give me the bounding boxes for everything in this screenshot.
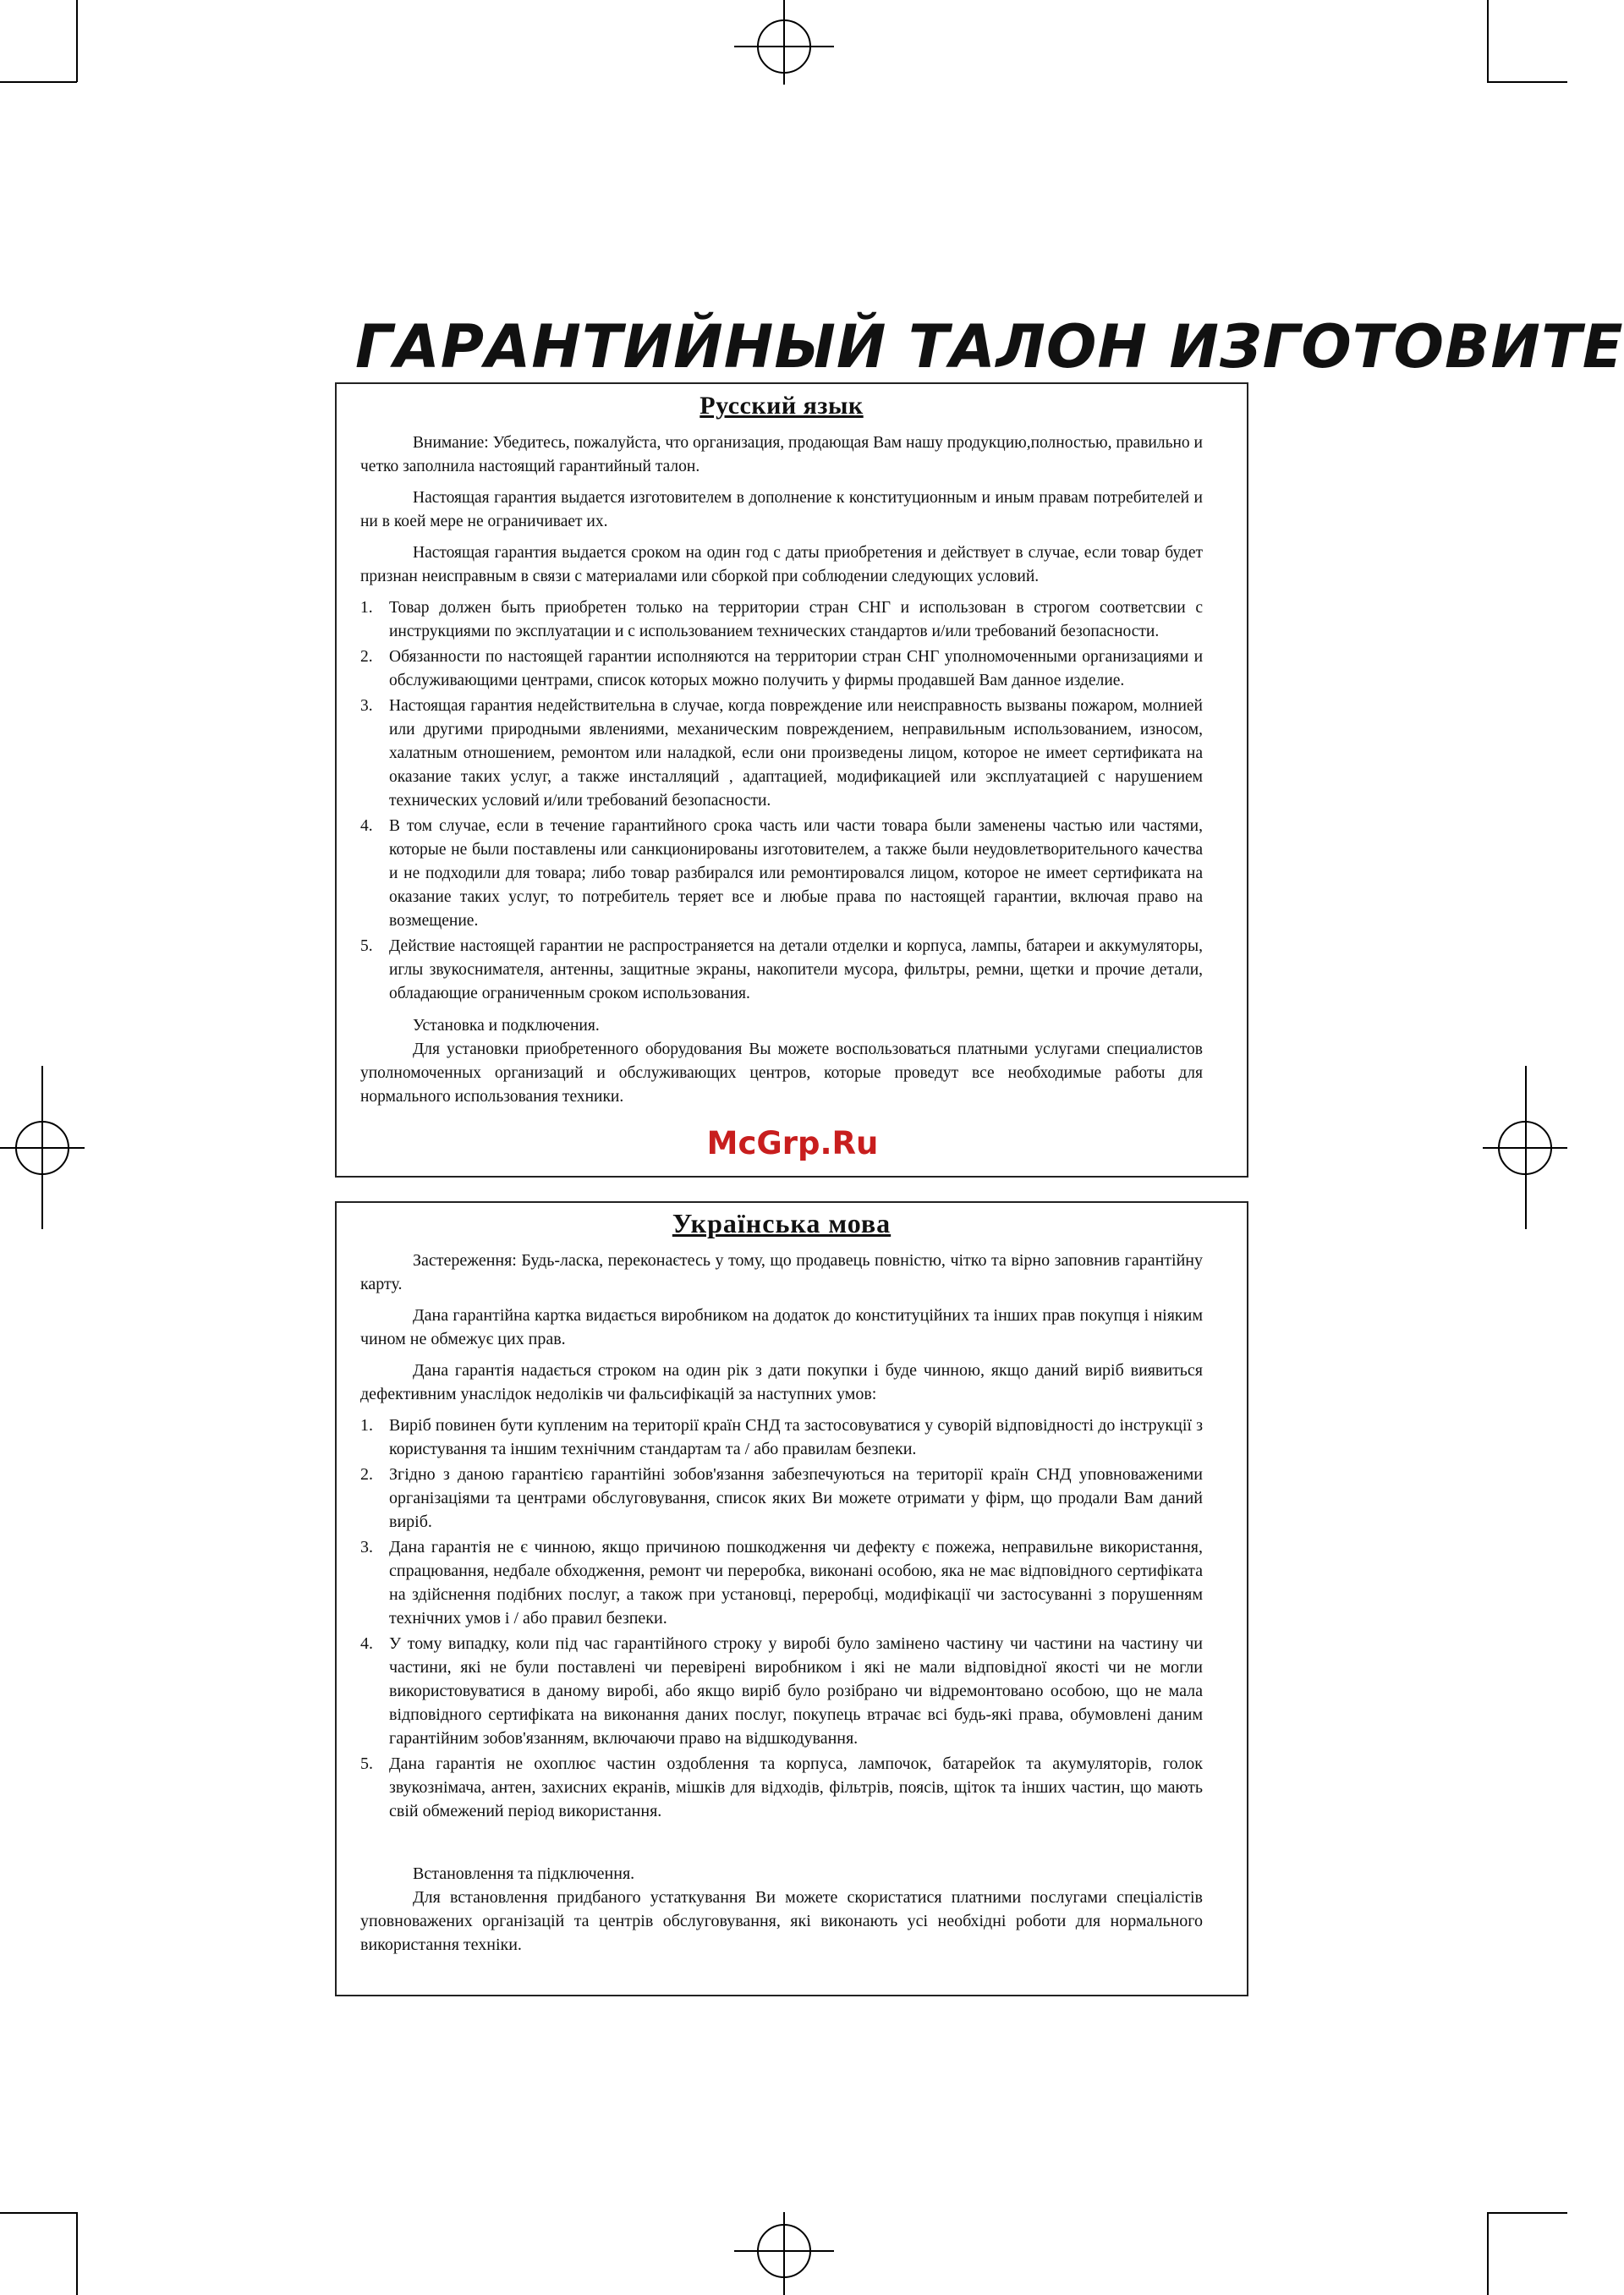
- list-item-text: Действие настоящей гарантии не распространяется на детали отделки и корпуса, лампы, батареи и аккумуляторы, иглы звукоснимателя, антенны, защитные экраны, накопители мусора, фильтры, ремни, щетки и прочие детали, обладающие ограниченным сроком использования.: [389, 937, 1203, 1002]
- ukrainian-heading: Українська мова: [672, 1208, 892, 1238]
- conditions-list: [360, 1414, 1203, 1823]
- paragraph: Внимание: Убедитесь, пожалуйста, что организация, продающая Вам нашу продукцию,полностью, правильно и четко заполнила настоящий гарантийный талон.: [360, 434, 1203, 475]
- crop-mark: [76, 0, 78, 82]
- list-item: [360, 596, 1203, 644]
- paragraph: Дана гарантія надається строком на один рік з дати покупки і буде чинною, якщо даний виріб виявиться дефективним унаслідок недоліків чи фальсифікацій за наступних умов:: [360, 1361, 1203, 1403]
- list-item: [360, 1752, 1203, 1823]
- install-text: Для встановлення придбаного устаткування Ви можете скористатися платними послугами спеціалістів уповноважених організацій та центрів обслуговування, які виконають усі необхідні роботи для нормального використання техніки.: [360, 1888, 1203, 1954]
- list-item-text: Дана гарантія не охоплює частин оздоблення та корпуса, лампочок, батарейок та акумуляторів, голок звукознімача, антен, захисних екранів, мішків для відходів, фільтрів, поясів, щіток та інших частин, що мають свій обмежений період використання.: [389, 1754, 1203, 1820]
- install-text: Для установки приобретенного оборудования Вы можете воспользоваться платными услугами специалистов уполномоченных организаций и обслуживающих центров, которые проведут все необходимые работы для нормального использования техники.: [360, 1040, 1203, 1106]
- install-title: Установка и подключения.: [413, 1017, 600, 1035]
- paragraph: Настоящая гарантия выдается изготовителем в дополнение к конституционным и иным правам потребителей и ни в коей мере не ограничивает их.: [360, 489, 1203, 530]
- registration-circle: [1498, 1121, 1552, 1175]
- paragraph: Дана гарантійна картка видається виробником на додаток до конституційних та інших прав покупця і ніяким чином не обмежує цих прав.: [360, 1306, 1203, 1348]
- list-number: 4.: [360, 1634, 373, 1653]
- page-title: ГАРАНТИЙНЫЙ ТАЛОН ИЗГОТОВИТЕ: [355, 312, 1624, 382]
- list-item-text: В том случае, если в течение гарантийного срока часть или части товара были заменены частью или частями, которые не были поставлены или санкционированы изготовителем, а также были неудовлетворительного качества и не подходили для товара; либо товар разбирался или ремонтировался лицом, которое не имеет сертификата на оказание таких услуг, то потребитель теряет все и любые права по настоящей гарантии, включая право на возмещение.: [389, 817, 1203, 930]
- list-number: 1.: [360, 1416, 373, 1435]
- ukrainian-warranty-box: [335, 1201, 1248, 1996]
- list-item-text: Згідно з даною гарантією гарантійні зобов'язання забезпечуються на території країн СНД уповноваженими організаціями та центрами обслуговування, список яких Ви можете отримати у фірм, що продали Вам даний виріб.: [389, 1465, 1203, 1531]
- registration-circle: [15, 1121, 69, 1175]
- list-item: [360, 935, 1203, 1006]
- registration-circle: [757, 19, 811, 74]
- list-number: 3.: [360, 1538, 373, 1557]
- list-item-text: Товар должен быть приобретен только на территории стран СНГ и использован в строгом соответсвии с инструкциями по эксплуатации и с использованием технических стандартов и/или требований безопасности.: [389, 599, 1203, 640]
- list-number: 1.: [360, 599, 373, 617]
- list-number: 2.: [360, 1465, 373, 1484]
- crop-mark: [0, 81, 77, 83]
- watermark: McGrp.Ru: [706, 1125, 879, 1161]
- crop-mark: [1487, 81, 1567, 83]
- list-item: [360, 1463, 1203, 1534]
- conditions-list: [360, 596, 1203, 1006]
- list-item-text: Виріб повинен бути купленим на території країн СНД та застосовуватися у суворій відповідності до інструкції з користування та іншим технічним стандартам та / або правилам безпеки.: [389, 1416, 1203, 1458]
- list-item: [360, 645, 1203, 693]
- paragraph: Застереження: Будь-ласка, переконаєтесь у тому, що продавець повністю, чітко та вірно заповнив гарантійну карту.: [360, 1251, 1203, 1293]
- install-title: Встановлення та підключення.: [413, 1864, 635, 1883]
- list-item: [360, 695, 1203, 813]
- spacer: [360, 1831, 1203, 1862]
- list-item-text: Дана гарантія не є чинною, якщо причиною пошкодження чи дефекту є пожежа, неправильне використання, спрацювання, недбале обходження, ремонт чи переробка, виконані особою, яка не має відповідного сертифіката на здійснення подібних послуг, а також при установці, переробці, модифікації чи застосуванні з порушенням технічних умов і / або правил безпеки.: [389, 1538, 1203, 1628]
- crop-mark: [76, 2212, 78, 2295]
- list-number: 2.: [360, 648, 373, 666]
- list-item-text: У тому випадку, коли під час гарантійного строку у виробі було замінено частину чи частини на частину чи частини, які не були поставлені чи перевірені виробником і які не мали відповідної якості чи не могли використовуватися в даному виробі, або якщо виріб було розібрано чи відремонтовано особою, що не мала відповідного сертифіката на виконання даних послуг, покупець втрачає всі будь-які права, обумовлені даним гарантійним зобов'язанням, включаючи право на відшкодування.: [389, 1634, 1203, 1748]
- russian-warranty-box: [335, 382, 1248, 1178]
- list-number: 5.: [360, 937, 373, 955]
- list-item: [360, 1632, 1203, 1750]
- list-item-text: Обязанности по настоящей гарантии исполняются на территории стран СНГ уполномоченными организациями и обслуживающими центрами, список которых можно получить у фирмы продавшей Вам данное изделие.: [389, 648, 1203, 689]
- crop-mark: [1487, 2212, 1489, 2295]
- crop-mark: [1487, 0, 1489, 82]
- list-number: 3.: [360, 697, 373, 715]
- crop-mark: [1487, 2212, 1567, 2214]
- crop-mark: [0, 2212, 77, 2214]
- list-item: [360, 815, 1203, 933]
- paragraph: Настоящая гарантия выдается сроком на один год с даты приобретения и действует в случае, если товар будет признан неисправным в связи с материалами или сборкой при соблюдении следующих условий.: [360, 544, 1203, 585]
- russian-heading: Русский язык: [700, 392, 864, 420]
- registration-circle: [757, 2224, 811, 2278]
- list-item: [360, 1535, 1203, 1630]
- list-item: [360, 1414, 1203, 1461]
- list-item-text: Настоящая гарантия недействительна в случае, когда повреждение или неисправность вызваны пожаром, молнией или другими природными явлениями, механическим повреждением, неправильным использованием, износом, халатным отношением, ремонтом или наладкой, если они произведены лицом, которое не имеет сертификата на оказание таких услуг, а также инсталляций , адаптацией, модификацией или эксплуатацией с нарушением технических условий и/или требований безопасности.: [389, 697, 1203, 810]
- list-number: 5.: [360, 1754, 373, 1773]
- list-number: 4.: [360, 817, 373, 835]
